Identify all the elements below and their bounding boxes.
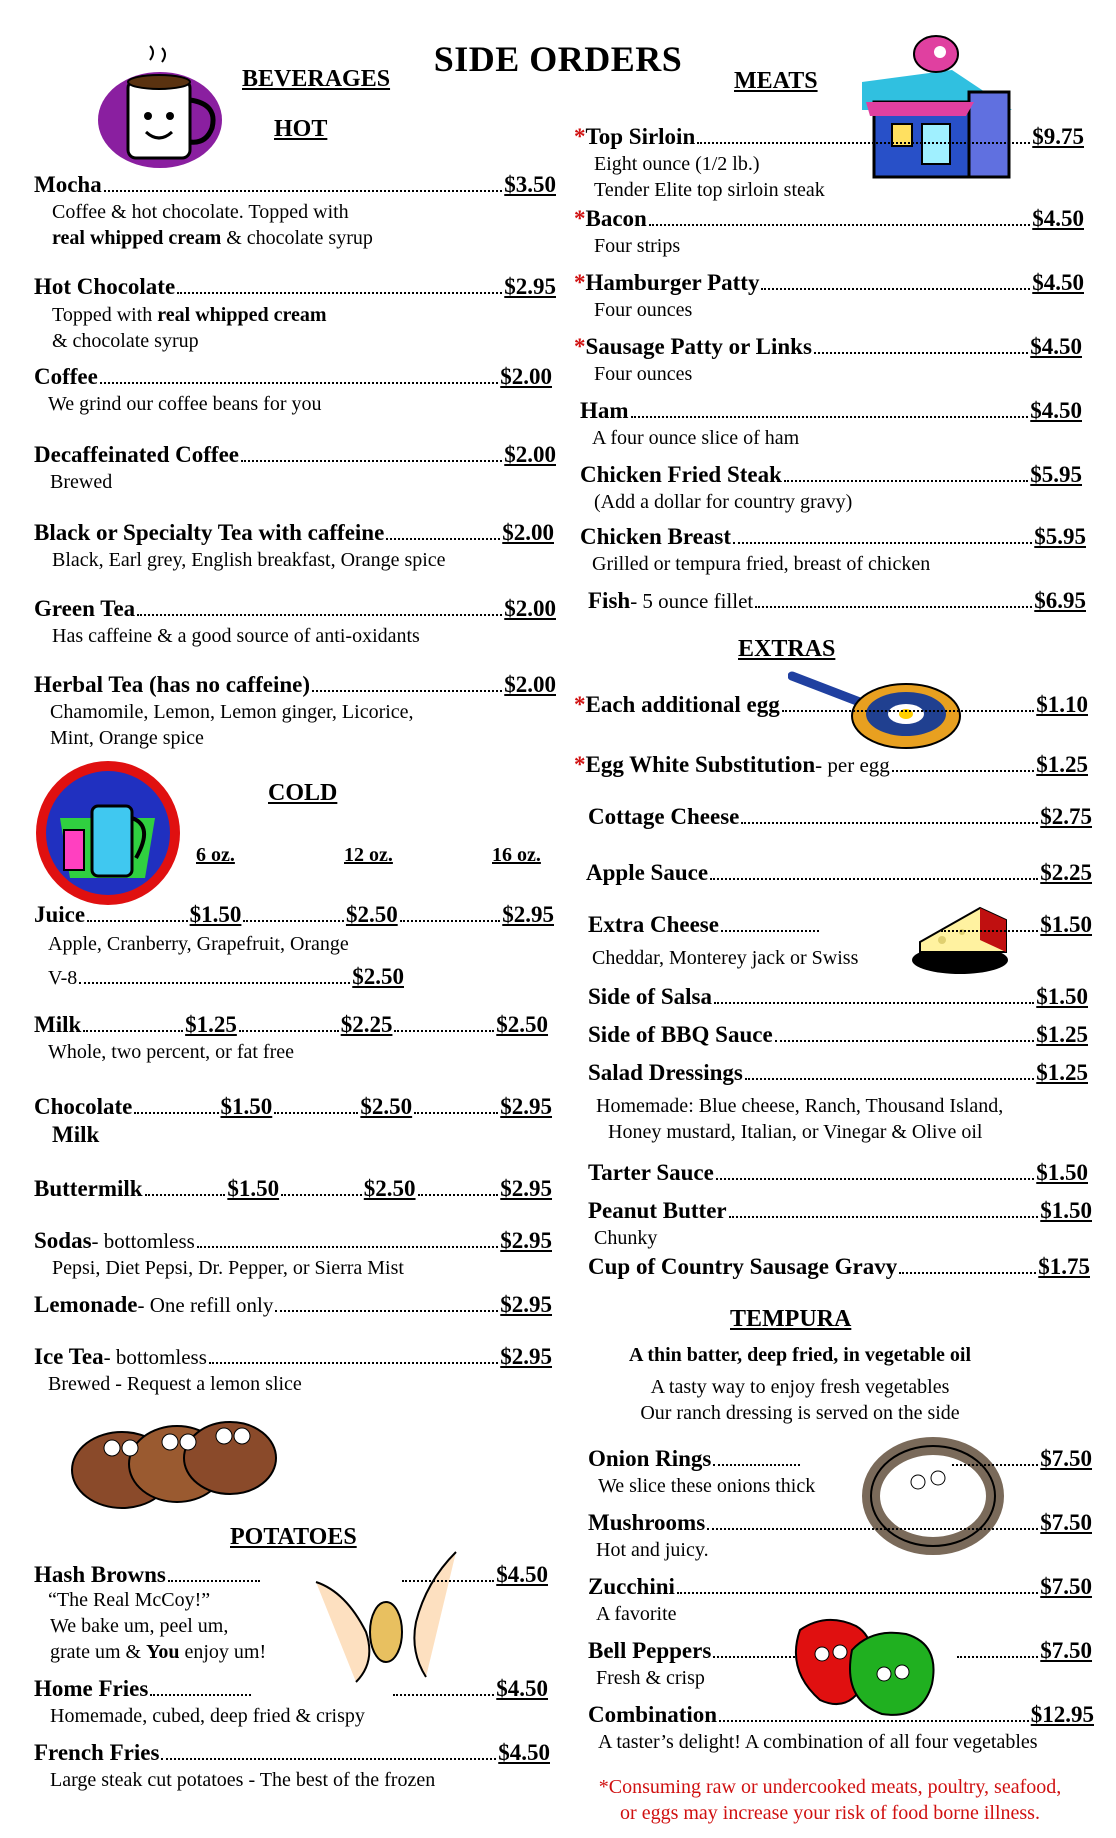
item-description: Apple, Cranberry, Grapefruit, Orange <box>48 933 349 955</box>
juice-pitcher-illustration <box>30 758 190 908</box>
item-description: A four ounce slice of ham <box>592 427 800 449</box>
item-description: Coffee & hot chocolate. Topped with <box>52 201 349 223</box>
item-description: real whipped cream & chocolate syrup <box>52 227 373 249</box>
chocolate-milk-name-line2: Milk <box>52 1122 100 1147</box>
menu-item-home-fries: Home Fries $4.50 <box>34 1676 549 1701</box>
menu-item-lemonade: Lemonade - One refill only $2.95 <box>34 1292 552 1317</box>
item-description: Four ounces <box>594 299 693 321</box>
menu-item-bacon: *Bacon $4.50 <box>574 206 1084 231</box>
menu-item-peanut-butter: Peanut Butter $1.50 <box>588 1198 1092 1223</box>
menu-item-sodas: Sodas - bottomless $2.95 <box>34 1228 552 1253</box>
item-description: Black, Earl grey, English breakfast, Orange spice <box>52 549 446 571</box>
menu-item-coffee: Coffee $2.00 <box>34 364 552 389</box>
item-description: Large steak cut potatoes - The best of the frozen <box>50 1769 436 1791</box>
item-description: Homemade, cubed, deep fried & crispy <box>50 1705 365 1727</box>
coffee-mug-illustration <box>90 40 240 180</box>
menu-item-decaf-coffee: Decaffeinated Coffee $2.00 <box>34 442 556 467</box>
menu-item-hash-browns: Hash Browns $4.50 <box>34 1562 548 1587</box>
menu-item-side-of-salsa: Side of Salsa $1.50 <box>588 984 1088 1009</box>
menu-item-egg-white: *Egg White Substitution - per egg $1.25 <box>574 752 1088 777</box>
menu-item-zucchini: Zucchini $7.50 <box>588 1574 1092 1599</box>
menu-item-green-tea: Green Tea $2.00 <box>34 596 556 621</box>
menu-item-v8: V-8 $2.50 <box>48 964 404 989</box>
menu-item-buttermilk: Buttermilk $1.50 $2.50 $2.95 <box>34 1176 553 1201</box>
item-description: grate um & You enjoy um! <box>50 1641 267 1663</box>
diner-building-illustration <box>852 32 1022 187</box>
size-header-16oz: 16 oz. <box>492 844 541 866</box>
item-description: Whole, two percent, or fat free <box>48 1041 294 1063</box>
item-description: Grilled or tempura fried, breast of chicken <box>592 553 931 575</box>
menu-item-sausage: *Sausage Patty or Links $4.50 <box>574 334 1082 359</box>
item-description: We bake um, peel um, <box>50 1615 229 1637</box>
menu-item-chicken-fried-steak: Chicken Fried Steak $5.95 <box>580 462 1082 487</box>
tempura-tagline-2: Our ranch dressing is served on the side <box>640 1402 960 1424</box>
menu-item-side-of-bbq: Side of BBQ Sauce $1.25 <box>588 1022 1088 1047</box>
potatoes-heading: POTATOES <box>230 1524 357 1550</box>
item-description: Eight ounce (1/2 lb.) <box>594 153 760 175</box>
tempura-tagline-1: A tasty way to enjoy fresh vegetables <box>650 1376 950 1398</box>
item-description: Has caffeine & a good source of anti-oxidants <box>52 625 420 647</box>
menu-item-hot-chocolate: Hot Chocolate $2.95 <box>34 274 556 299</box>
item-description: Four strips <box>594 235 681 257</box>
menu-item-mushrooms: Mushrooms $7.50 <box>588 1510 1092 1535</box>
menu-item-juice: Juice $1.50 $2.50 $2.95 <box>34 902 554 927</box>
menu-item-hamburger-patty: *Hamburger Patty $4.50 <box>574 270 1084 295</box>
size-header-6oz: 6 oz. <box>196 844 235 866</box>
cartoon-potatoes-illustration <box>62 1398 282 1518</box>
menu-item-bell-peppers: Bell Peppers $7.50 <box>588 1638 1093 1663</box>
item-description: (Add a dollar for country gravy) <box>594 491 853 513</box>
item-description: We slice these onions thick <box>598 1475 816 1497</box>
item-description: Cheddar, Monterey jack or Swiss <box>592 947 859 969</box>
menu-item-sausage-gravy: Cup of Country Sausage Gravy $1.75 <box>588 1254 1090 1279</box>
menu-item-ham: Ham $4.50 <box>580 398 1082 423</box>
item-description: Fresh & crisp <box>596 1667 705 1689</box>
menu-item-top-sirloin: *Top Sirloin $9.75 <box>574 124 1084 149</box>
item-description: Hot and juicy. <box>596 1539 709 1561</box>
item-description: “The Real McCoy!” <box>48 1589 211 1611</box>
menu-item-salad-dressings: Salad Dressings $1.25 <box>588 1060 1088 1085</box>
menu-item-chicken-breast: Chicken Breast $5.95 <box>580 524 1086 549</box>
menu-item-herbal-tea: Herbal Tea (has no caffeine) $2.00 <box>34 672 556 697</box>
item-description: Chunky <box>594 1227 658 1249</box>
item-description: Mint, Orange spice <box>50 727 204 749</box>
item-description: Chamomile, Lemon, Lemon ginger, Licorice, <box>50 701 414 723</box>
meats-heading: MEATS <box>734 68 818 94</box>
item-description: Honey mustard, Italian, or Vinegar & Olive oil <box>608 1121 983 1143</box>
menu-item-extra-cheese: Extra Cheese $1.50 <box>588 912 1092 937</box>
menu-item-apple-sauce: Apple Sauce $2.25 <box>586 860 1092 885</box>
menu-item-fish: Fish - 5 ounce fillet $6.95 <box>588 588 1086 613</box>
menu-item-additional-egg: *Each additional egg $1.10 <box>574 692 1088 717</box>
menu-item-french-fries: French Fries $4.50 <box>34 1740 550 1765</box>
item-description: A taster’s delight! A combination of all four vegetables <box>598 1731 1038 1753</box>
menu-item-chocolate-milk: Chocolate $1.50 $2.50 $2.95 <box>34 1094 552 1119</box>
hot-heading: HOT <box>274 116 328 142</box>
beverages-heading: BEVERAGES <box>242 66 391 92</box>
item-description: Pepsi, Diet Pepsi, Dr. Pepper, or Sierra Mist <box>52 1257 404 1279</box>
tempura-heading: TEMPURA <box>730 1306 852 1332</box>
size-header-12oz: 12 oz. <box>344 844 393 866</box>
tempura-subheading: A thin batter, deep fried, in vegetable oil <box>628 1344 972 1366</box>
item-description: Homemade: Blue cheese, Ranch, Thousand Island, <box>596 1095 1004 1117</box>
menu-item-ice-tea: Ice Tea - bottomless $2.95 <box>34 1344 552 1369</box>
item-description: We grind our coffee beans for you <box>48 393 322 415</box>
menu-item-combination: Combination $12.95 <box>588 1702 1094 1727</box>
item-description: Tender Elite top sirloin steak <box>594 179 825 201</box>
item-description: & chocolate syrup <box>52 330 199 352</box>
item-description: Topped with real whipped cream <box>52 304 327 326</box>
item-description: Brewed <box>50 471 113 493</box>
menu-item-tarter-sauce: Tarter Sauce $1.50 <box>588 1160 1088 1185</box>
cold-heading: COLD <box>268 780 338 806</box>
page-title: SIDE ORDERS <box>433 39 683 79</box>
item-description: A favorite <box>596 1603 677 1625</box>
food-safety-warning: *Consuming raw or undercooked meats, poultry, seafood, or eggs may increase your risk of food borne illness. <box>598 1776 1062 1824</box>
menu-item-mocha: Mocha $3.50 <box>34 172 556 197</box>
extras-heading: EXTRAS <box>738 636 836 662</box>
menu-item-cottage-cheese: Cottage Cheese $2.75 <box>588 804 1092 829</box>
item-description: Brewed - Request a lemon slice <box>48 1373 302 1395</box>
item-description: Four ounces <box>594 363 693 385</box>
menu-item-onion-rings: Onion Rings $7.50 <box>588 1446 1093 1471</box>
menu-item-milk: Milk $1.25 $2.25 $2.50 <box>34 1012 549 1037</box>
menu-item-black-tea: Black or Specialty Tea with caffeine $2.00 <box>34 520 554 545</box>
